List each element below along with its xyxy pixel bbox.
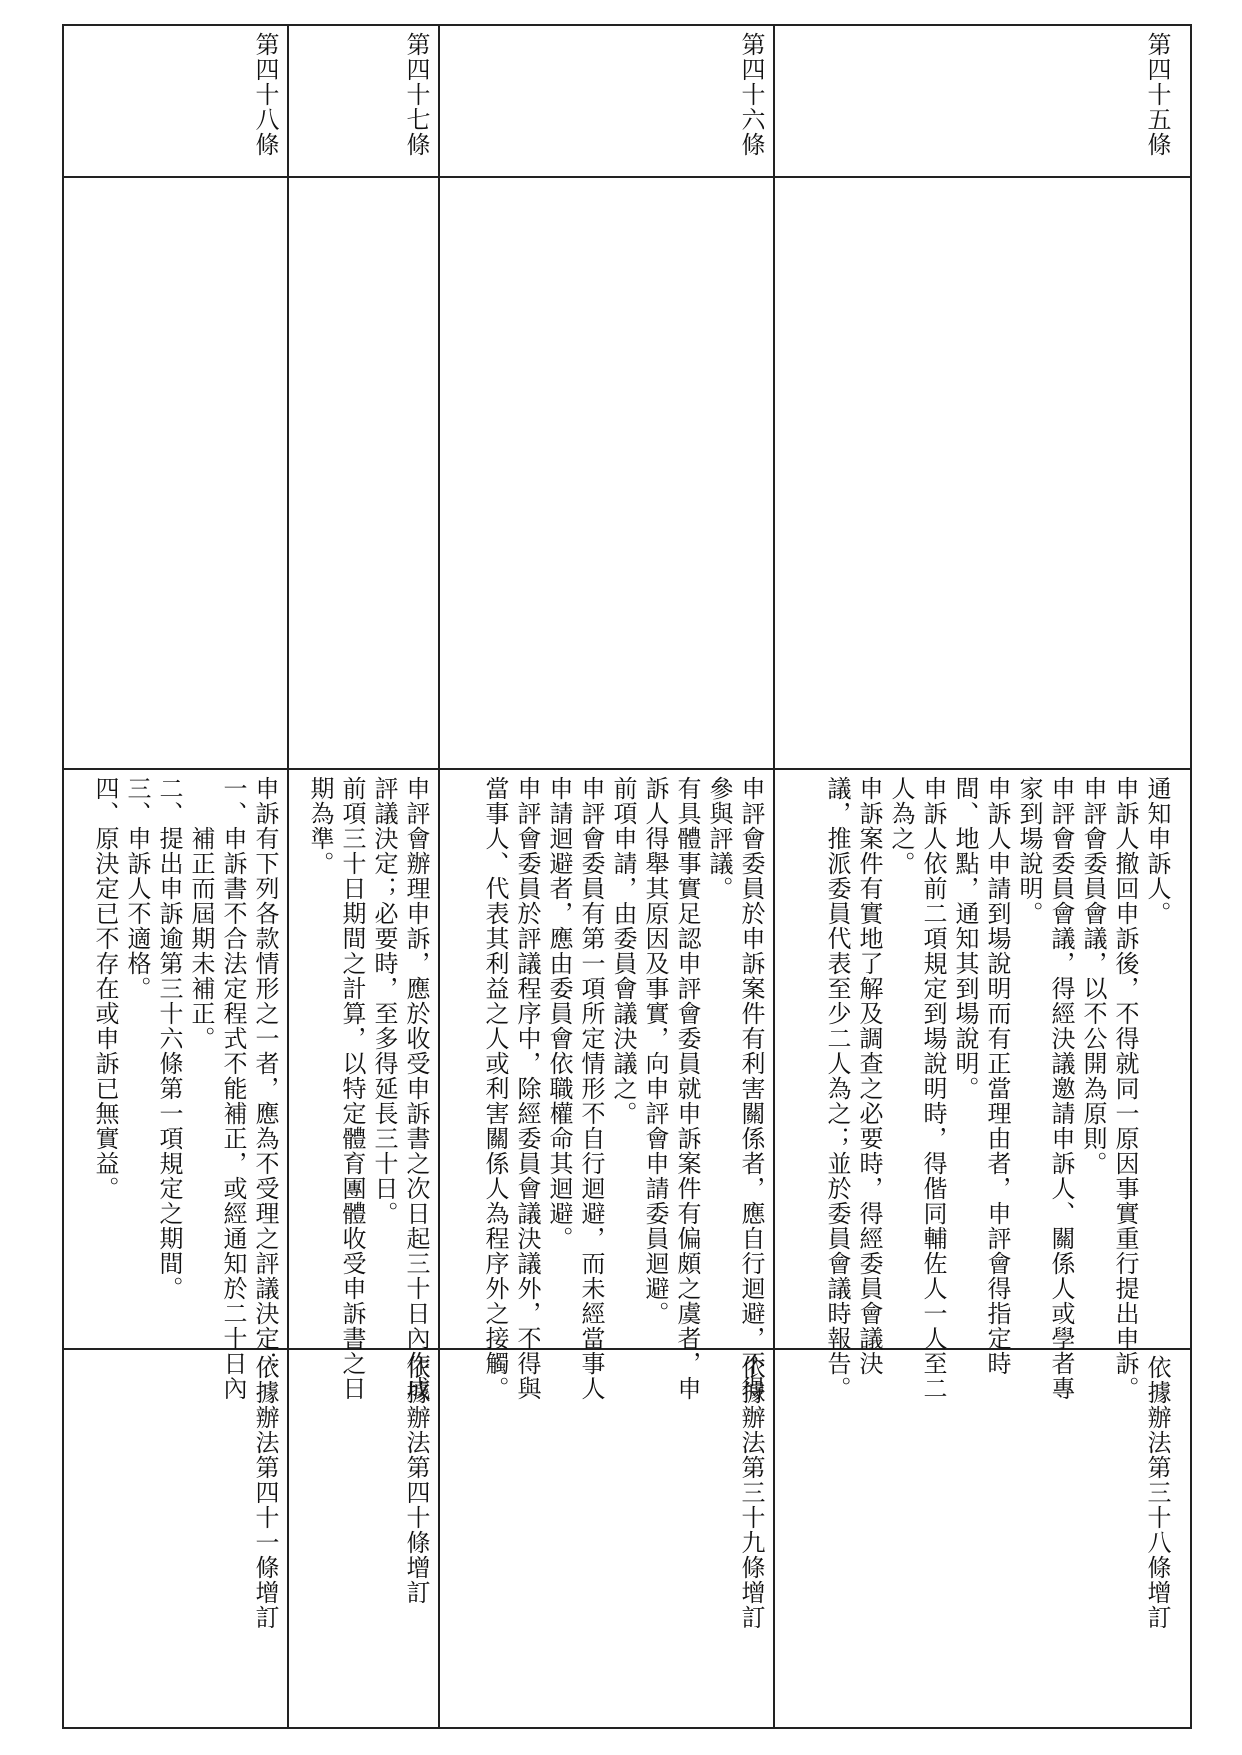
row-divider — [773, 24, 775, 1729]
text-line: 申評會委員有第一項所定情形不自行迴避，而未經當事人 — [577, 776, 605, 1401]
text-line: 申評會委員會議，以不公開為原則。 — [1079, 776, 1107, 1176]
text-line: 人為之。 — [887, 776, 915, 876]
text-line: 期為準。 — [306, 776, 334, 876]
text-line: 家到場說明。 — [1015, 776, 1043, 926]
text-line: 間、地點，通知其到場說明。 — [951, 776, 979, 1101]
row-divider — [438, 24, 440, 1729]
text-line: 申訴案件有實地了解及調查之必要時，得經委員會議決 — [855, 776, 883, 1376]
table-border-left — [62, 24, 64, 1729]
text-line: 申訴人撤回申訴後，不得就同一原因事實重行提出申訴。 — [1111, 776, 1139, 1401]
article-note: 依據辦法第四十一條增訂 — [251, 1355, 279, 1630]
text-line: 前項三十日期間之計算，以特定體育團體收受申訴書之日 — [338, 776, 366, 1401]
text-line: 一、申訴書不合法定程式不能補正，或經通知於二十日內 — [219, 776, 247, 1401]
article-note: 依據辦法第三十八條增訂 — [1143, 1355, 1171, 1630]
article-label: 第四十七條 — [402, 32, 430, 157]
text-line: 申評會辦理申訴，應於收受申訴書之次日起三十日內作成 — [402, 776, 430, 1401]
text-line: 申評會委員於評議程序中，除經委員會議決議外，不得與 — [513, 776, 541, 1401]
text-line: 通知申訴人。 — [1143, 776, 1171, 926]
text-line: 當事人、代表其利益之人或利害關係人為程序外之接觸。 — [481, 776, 509, 1401]
text-line: 申訴人申請到場說明而有正當理由者，申評會得指定時 — [983, 776, 1011, 1376]
text-line: 有具體事實足認申評會委員就申訴案件有偏頗之虞者，申 — [673, 776, 701, 1401]
column-divider — [62, 768, 1192, 770]
text-line: 訴人得舉其原因及事實，向申評會申請委員迴避。 — [641, 776, 669, 1326]
table-border-right — [1190, 24, 1192, 1729]
text-line: 四、原決定已不存在或申訴已無實益。 — [91, 776, 119, 1201]
row-divider — [287, 24, 289, 1729]
text-line: 二、提出申訴逾第三十六條第一項規定之期間。 — [155, 776, 183, 1301]
text-line: 申評會委員於申訴案件有利害關係者，應自行迴避，不得 — [737, 776, 765, 1401]
table-border-top — [62, 24, 1192, 26]
text-line: 三、申訴人不適格。 — [123, 776, 151, 1001]
text-line: 申訴有下列各款情形之一者，應為不受理之評議決定： — [251, 776, 279, 1376]
text-line: 參與評議。 — [705, 776, 733, 901]
text-line: 申請迴避者，應由委員會依職權命其迴避。 — [545, 776, 573, 1251]
text-line: 補正而屆期未補正。 — [187, 776, 215, 1051]
text-line: 申訴人依前二項規定到場說明時，得偕同輔佐人一人至二 — [919, 776, 947, 1401]
article-note: 依據辦法第三十九條增訂 — [737, 1355, 765, 1630]
article-note: 依據辦法第四十條增訂 — [402, 1355, 430, 1605]
text-line: 申評會委員會議，得經決議邀請申訴人、關係人或學者專 — [1047, 776, 1075, 1401]
article-label: 第四十八條 — [251, 32, 279, 157]
article-label: 第四十五條 — [1143, 32, 1171, 157]
text-line: 評議決定；必要時，至多得延長三十日。 — [370, 776, 398, 1226]
column-divider — [62, 176, 1192, 178]
text-line: 議，推派委員代表至少二人為之；並於委員會議時報告。 — [823, 776, 851, 1401]
table-border-bottom — [62, 1727, 1192, 1729]
article-label: 第四十六條 — [737, 32, 765, 157]
text-line: 前項申請，由委員會議決議之。 — [609, 776, 637, 1126]
